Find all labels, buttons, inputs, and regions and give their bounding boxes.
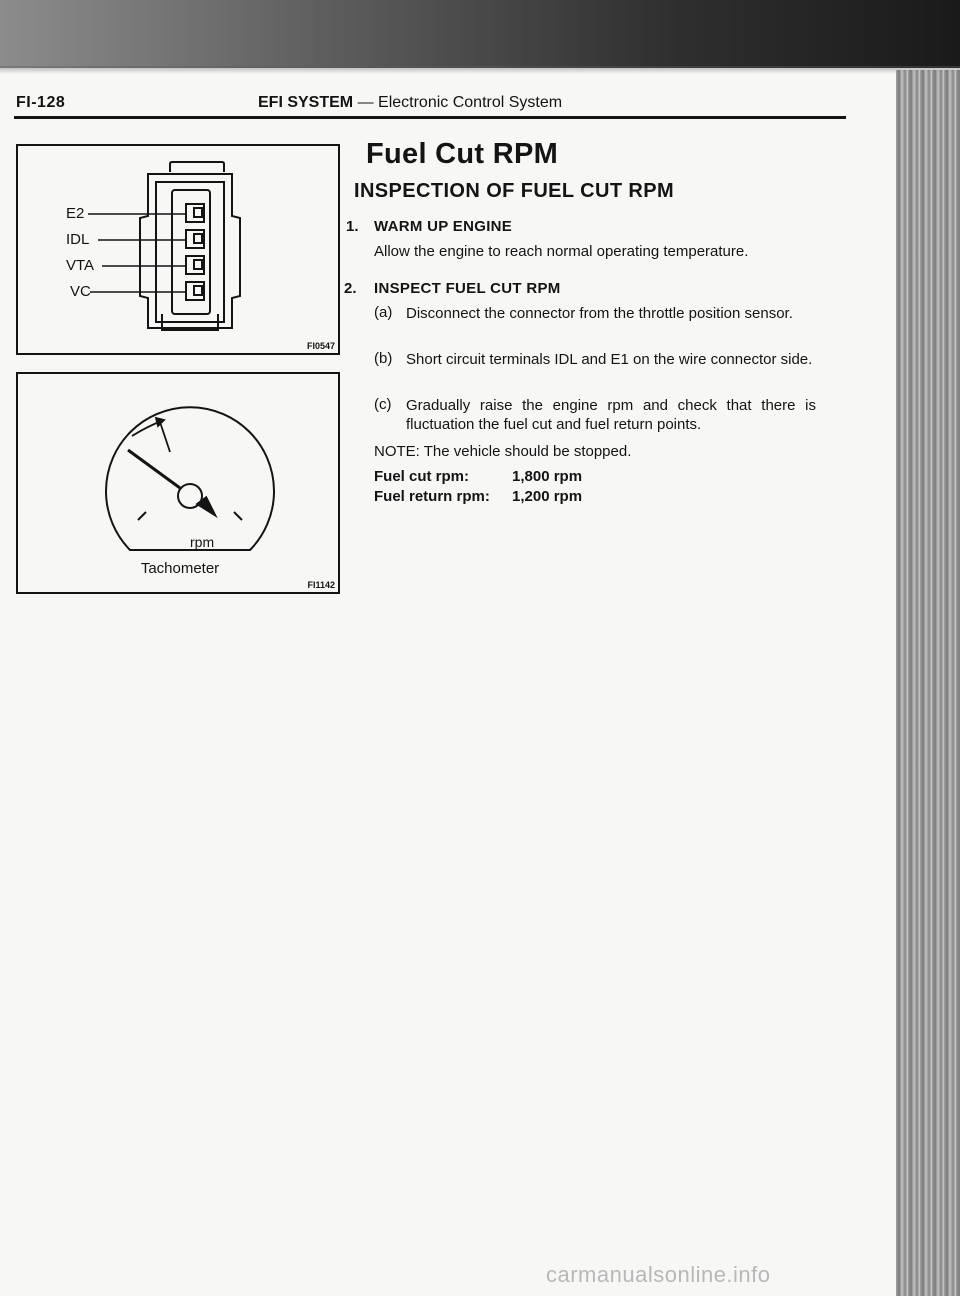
procedure-heading: INSPECTION OF FUEL CUT RPM [354, 180, 675, 202]
step-1-text: Allow the engine to reach normal operating temperature. [374, 243, 749, 260]
step-2-title: INSPECT FUEL CUT RPM [374, 280, 561, 297]
section-title-rest: — Electronic Control System [353, 94, 563, 111]
tachometer-caption: Tachometer [140, 560, 220, 577]
spec-fuel-return-label: Fuel return rpm: [374, 488, 490, 505]
connector-figure [16, 144, 340, 355]
step-2-number: 2. [344, 280, 357, 297]
substep-c-text: Gradually raise the engine rpm and check that there is fluctuation the fuel cut and fuel return points. [406, 397, 816, 433]
page-heading: Fuel Cut RPM [366, 138, 559, 170]
substep-a-text: Disconnect the connector from the throttle position sensor. [406, 305, 793, 322]
figure-code-connector: FI0547 [306, 341, 335, 351]
scan-right-edge [896, 70, 960, 1296]
figure-code-tachometer: FI1142 [307, 580, 335, 590]
substep-a-mark: (a) [374, 304, 393, 321]
substep-c-mark: (c) [374, 396, 392, 413]
pin-label-e2: E2 [66, 205, 85, 222]
pin-label-idl: IDL [66, 231, 90, 248]
step-1-title: WARM UP ENGINE [374, 218, 513, 235]
spec-fuel-cut-value: 1,800 rpm [512, 468, 583, 485]
section-title-bold: EFI SYSTEM [258, 94, 354, 111]
note-text: NOTE: The vehicle should be stopped. [374, 443, 632, 460]
substep-b-mark: (b) [374, 350, 393, 367]
tachometer-unit: rpm [190, 534, 215, 550]
page-code: FI-128 [16, 94, 66, 111]
tachometer-figure [16, 372, 340, 594]
watermark-text: carmanualsonline.info [546, 1262, 771, 1287]
spec-fuel-return-value: 1,200 rpm [512, 488, 583, 505]
pin-label-vc: VC [70, 283, 91, 300]
pin-label-vta: VTA [66, 257, 95, 274]
substep-b-text: Short circuit terminals IDL and E1 on the wire connector side. [406, 351, 813, 368]
connector-diagram [18, 146, 338, 353]
spec-fuel-cut-label: Fuel cut rpm: [374, 468, 470, 485]
section-title [258, 94, 562, 112]
scan-top-band [0, 0, 960, 68]
header-rule [14, 116, 846, 119]
step-1-number: 1. [346, 218, 359, 235]
